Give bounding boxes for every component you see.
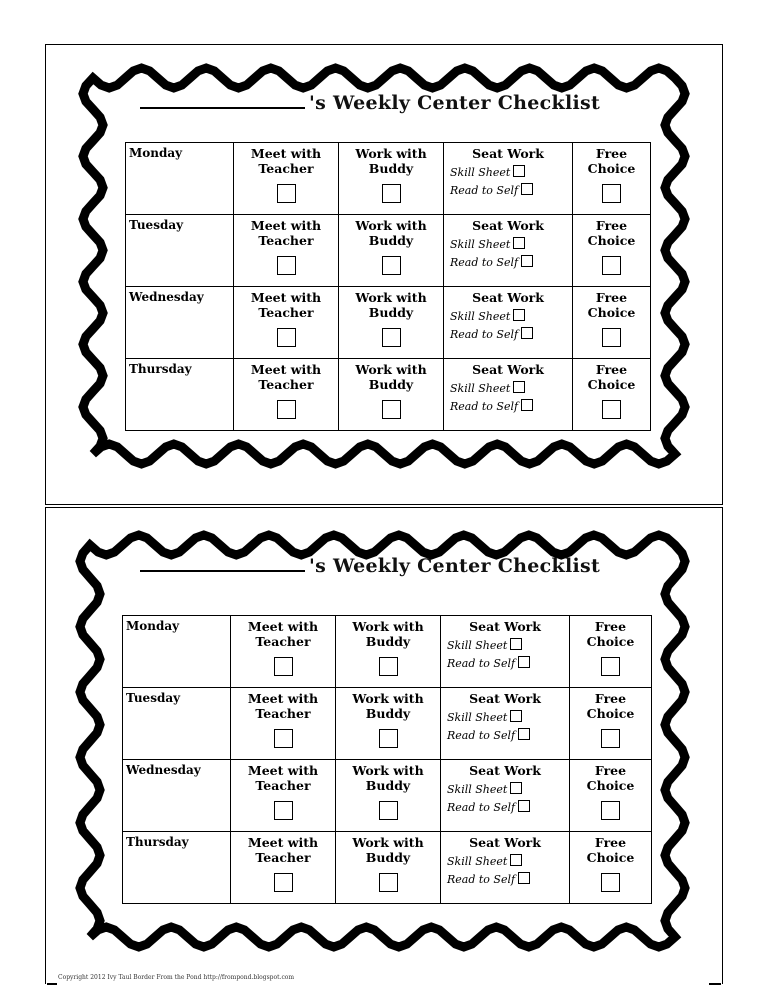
work-label-2: Buddy (368, 377, 414, 392)
work-buddy-checkbox[interactable] (382, 256, 401, 275)
skill-sheet-label: Skill Sheet (450, 310, 511, 323)
meet-label-1: Meet with (247, 691, 319, 706)
free-choice-cell (573, 287, 651, 359)
meet-label-2: Teacher (255, 634, 311, 649)
work-buddy-checkbox[interactable] (382, 400, 401, 419)
skill-sheet-label: Skill Sheet (447, 711, 508, 724)
free-choice-checkbox[interactable] (601, 873, 620, 892)
free-label-2: Choice (587, 161, 636, 176)
free-label-1: Free (595, 362, 628, 377)
meet-teacher-checkbox[interactable] (277, 400, 296, 419)
meet-label-1: Meet with (250, 362, 322, 377)
meet-teacher-cell (231, 616, 336, 688)
day-label: Thursday (123, 832, 231, 904)
skill-sheet-checkbox[interactable] (513, 381, 525, 393)
meet-teacher-checkbox[interactable] (274, 801, 293, 820)
work-label-1: Work with (355, 362, 427, 377)
meet-teacher-cell (231, 760, 336, 832)
table-row (123, 832, 652, 904)
meet-label-1: Meet with (250, 290, 322, 305)
page-title: 's Weekly Center Checklist (140, 555, 600, 577)
work-buddy-cell (336, 616, 441, 688)
work-label-1: Work with (352, 619, 424, 634)
page-title: 's Weekly Center Checklist (140, 92, 600, 114)
skill-sheet-checkbox[interactable] (510, 854, 522, 866)
seat-work-label: Seat Work (469, 763, 541, 778)
meet-label-2: Teacher (258, 305, 314, 320)
read-to-self-label: Read to Self (447, 873, 516, 886)
work-buddy-checkbox[interactable] (382, 328, 401, 347)
free-label-2: Choice (586, 706, 635, 721)
skill-sheet-checkbox[interactable] (510, 638, 522, 650)
work-buddy-cell (339, 287, 444, 359)
corner-mark (709, 983, 721, 985)
free-choice-cell (570, 616, 652, 688)
work-buddy-checkbox[interactable] (379, 729, 398, 748)
work-buddy-checkbox[interactable] (379, 873, 398, 892)
work-buddy-checkbox[interactable] (379, 657, 398, 676)
free-choice-cell (570, 760, 652, 832)
seat-work-cell (441, 760, 570, 832)
free-label-1: Free (594, 619, 627, 634)
free-choice-checkbox[interactable] (601, 657, 620, 676)
read-to-self-checkbox[interactable] (518, 728, 530, 740)
skill-sheet-checkbox[interactable] (513, 165, 525, 177)
meet-teacher-checkbox[interactable] (277, 184, 296, 203)
work-buddy-cell (339, 143, 444, 215)
read-to-self-label: Read to Self (450, 328, 519, 341)
read-to-self-label: Read to Self (447, 657, 516, 670)
seat-work-cell (444, 359, 573, 431)
seat-work-cell (441, 832, 570, 904)
seat-work-label: Seat Work (469, 619, 541, 634)
meet-label-2: Teacher (255, 706, 311, 721)
skill-sheet-checkbox[interactable] (513, 309, 525, 321)
free-choice-checkbox[interactable] (602, 184, 621, 203)
checklist-table (122, 615, 652, 904)
meet-teacher-checkbox[interactable] (274, 873, 293, 892)
free-choice-checkbox[interactable] (602, 400, 621, 419)
table-row (123, 760, 652, 832)
work-label-2: Buddy (368, 305, 414, 320)
seat-work-label: Seat Work (469, 691, 541, 706)
work-label-2: Buddy (365, 778, 411, 793)
seat-work-label: Seat Work (472, 218, 544, 233)
work-label-2: Buddy (368, 233, 414, 248)
seat-work-label: Seat Work (472, 362, 544, 377)
meet-teacher-checkbox[interactable] (274, 729, 293, 748)
free-label-2: Choice (587, 377, 636, 392)
free-label-1: Free (595, 218, 628, 233)
seat-work-label: Seat Work (472, 290, 544, 305)
table-row (126, 215, 651, 287)
read-to-self-checkbox[interactable] (518, 800, 530, 812)
table-row (123, 688, 652, 760)
free-choice-checkbox[interactable] (601, 801, 620, 820)
meet-label-1: Meet with (247, 835, 319, 850)
free-choice-checkbox[interactable] (602, 328, 621, 347)
seat-work-cell (441, 616, 570, 688)
work-label-2: Buddy (368, 161, 414, 176)
free-label-2: Choice (586, 778, 635, 793)
free-choice-cell (570, 688, 652, 760)
read-to-self-checkbox[interactable] (521, 255, 533, 267)
day-label: Wednesday (126, 287, 234, 359)
free-choice-checkbox[interactable] (602, 256, 621, 275)
free-choice-cell (573, 143, 651, 215)
checklist-card-1 (45, 44, 723, 505)
meet-label-2: Teacher (255, 850, 311, 865)
seat-work-cell (444, 215, 573, 287)
work-label-1: Work with (355, 290, 427, 305)
read-to-self-checkbox[interactable] (521, 183, 533, 195)
meet-teacher-checkbox[interactable] (277, 256, 296, 275)
meet-teacher-checkbox[interactable] (277, 328, 296, 347)
free-label-1: Free (594, 691, 627, 706)
day-label: Monday (126, 143, 234, 215)
table-row (126, 359, 651, 431)
meet-label-1: Meet with (247, 619, 319, 634)
work-label-1: Work with (352, 835, 424, 850)
read-to-self-checkbox[interactable] (521, 327, 533, 339)
meet-label-1: Meet with (247, 763, 319, 778)
copyright-footer: Copyright 2012 Ivy Taul Border From the Pond http://frompond.blogspot.com (58, 974, 295, 981)
meet-teacher-checkbox[interactable] (274, 657, 293, 676)
read-to-self-label: Read to Self (450, 400, 519, 413)
read-to-self-label: Read to Self (450, 256, 519, 269)
skill-sheet-label: Skill Sheet (447, 639, 508, 652)
work-label-2: Buddy (365, 850, 411, 865)
work-label-2: Buddy (365, 706, 411, 721)
work-label-2: Buddy (365, 634, 411, 649)
seat-work-cell (444, 287, 573, 359)
skill-sheet-label: Skill Sheet (450, 238, 511, 251)
free-label-1: Free (595, 146, 628, 161)
work-label-1: Work with (355, 146, 427, 161)
work-buddy-cell (339, 359, 444, 431)
meet-label-1: Meet with (250, 146, 322, 161)
free-choice-cell (570, 832, 652, 904)
work-label-1: Work with (352, 763, 424, 778)
day-label: Tuesday (126, 215, 234, 287)
read-to-self-label: Read to Self (447, 801, 516, 814)
work-buddy-checkbox[interactable] (382, 184, 401, 203)
table-row (123, 616, 652, 688)
meet-teacher-cell (231, 688, 336, 760)
seat-work-cell (444, 143, 573, 215)
skill-sheet-label: Skill Sheet (447, 855, 508, 868)
name-blank[interactable] (140, 107, 305, 109)
skill-sheet-checkbox[interactable] (513, 237, 525, 249)
free-label-2: Choice (587, 305, 636, 320)
skill-sheet-checkbox[interactable] (510, 782, 522, 794)
day-label: Monday (123, 616, 231, 688)
checklist-table (125, 142, 651, 431)
free-label-2: Choice (586, 634, 635, 649)
free-label-1: Free (594, 835, 627, 850)
read-to-self-label: Read to Self (447, 729, 516, 742)
meet-label-1: Meet with (250, 218, 322, 233)
day-label: Wednesday (123, 760, 231, 832)
meet-teacher-cell (234, 143, 339, 215)
free-label-1: Free (595, 290, 628, 305)
work-label-1: Work with (352, 691, 424, 706)
skill-sheet-checkbox[interactable] (510, 710, 522, 722)
corner-mark (47, 983, 57, 985)
free-choice-cell (573, 359, 651, 431)
skill-sheet-label: Skill Sheet (450, 166, 511, 179)
skill-sheet-label: Skill Sheet (447, 783, 508, 796)
free-choice-cell (573, 215, 651, 287)
table-row (126, 287, 651, 359)
work-buddy-cell (339, 215, 444, 287)
day-label: Tuesday (123, 688, 231, 760)
work-buddy-checkbox[interactable] (379, 801, 398, 820)
free-label-2: Choice (587, 233, 636, 248)
table-row (126, 143, 651, 215)
meet-label-2: Teacher (255, 778, 311, 793)
free-label-1: Free (594, 763, 627, 778)
meet-teacher-cell (234, 359, 339, 431)
meet-label-2: Teacher (258, 377, 314, 392)
read-to-self-checkbox[interactable] (518, 656, 530, 668)
work-buddy-cell (336, 832, 441, 904)
seat-work-cell (441, 688, 570, 760)
read-to-self-checkbox[interactable] (518, 872, 530, 884)
read-to-self-checkbox[interactable] (521, 399, 533, 411)
work-buddy-cell (336, 760, 441, 832)
read-to-self-label: Read to Self (450, 184, 519, 197)
name-blank[interactable] (140, 570, 305, 572)
meet-teacher-cell (234, 287, 339, 359)
meet-teacher-cell (234, 215, 339, 287)
seat-work-label: Seat Work (472, 146, 544, 161)
seat-work-label: Seat Work (469, 835, 541, 850)
work-label-1: Work with (355, 218, 427, 233)
meet-teacher-cell (231, 832, 336, 904)
free-label-2: Choice (586, 850, 635, 865)
meet-label-2: Teacher (258, 161, 314, 176)
meet-label-2: Teacher (258, 233, 314, 248)
checklist-card-2 (45, 507, 723, 985)
free-choice-checkbox[interactable] (601, 729, 620, 748)
work-buddy-cell (336, 688, 441, 760)
day-label: Thursday (126, 359, 234, 431)
skill-sheet-label: Skill Sheet (450, 382, 511, 395)
